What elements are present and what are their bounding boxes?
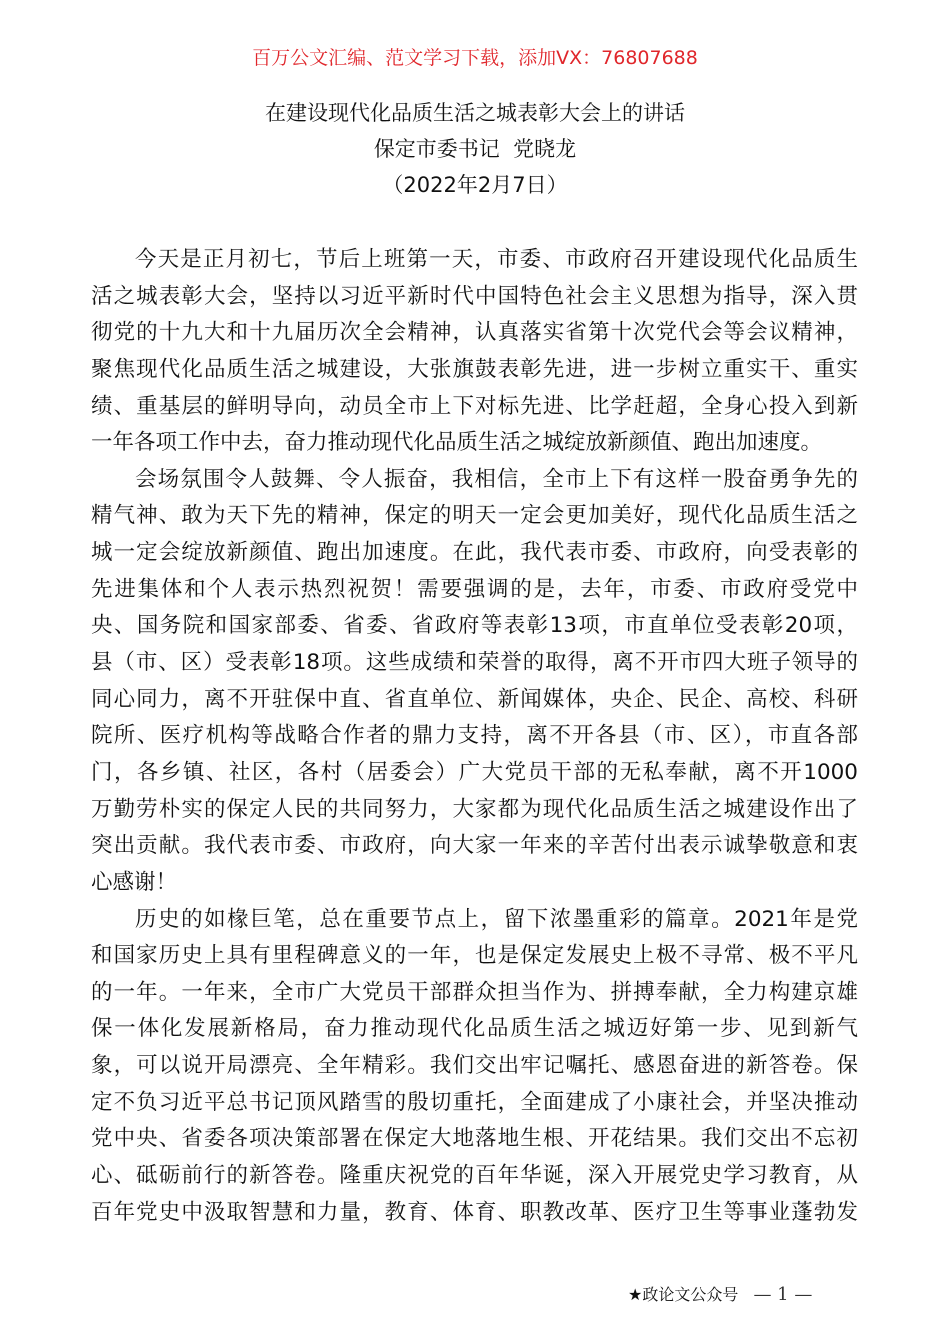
paragraph-line: 先进集体和个人表示热烈祝贺！需要强调的是，去年，市委、市政府受党中 <box>91 576 858 602</box>
paragraph-line: 保一体化发展新格局，奋力推动现代化品质生活之城迈好第一步、见到新气 <box>91 1016 858 1042</box>
paragraph-line: 象，可以说开局漂亮、全年精彩。我们交出牢记嘱托、感恩奋进的新答卷。保 <box>91 1053 858 1079</box>
paragraph-line: 心、砥砺前行的新答卷。隆重庆祝党的百年华诞，深入开展党史学习教育，从 <box>91 1163 858 1189</box>
paragraph-line: 万勤劳朴实的保定人民的共同努力，大家都为现代化品质生活之城建设作出了 <box>91 796 858 822</box>
paragraph <box>91 462 858 902</box>
download-banner: 百万公文汇编、范文学习下载，添加VX：76807688 <box>252 47 698 69</box>
document-body <box>91 242 858 1231</box>
paragraph-line: 央、国务院和国家部委、省委、省政府等表彰13项，市直单位受表彰20项， <box>91 613 858 639</box>
paragraph <box>91 242 858 462</box>
footer-source: ★政论文公众号 <box>628 1285 739 1304</box>
paragraph-line: 门，各乡镇、社区，各村（居委会）广大党员干部的无私奉献，离不开1000 <box>91 759 858 785</box>
paragraph-line: 和国家历史上具有里程碑意义的一年，也是保定发展史上极不寻常、极不平凡 <box>91 943 858 969</box>
paragraph-line: 心感谢！ <box>91 869 178 895</box>
paragraph-line: 的一年。一年来，全市广大党员干部群众担当作为、拼搏奉献，全力构建京雄 <box>91 979 858 1005</box>
paragraph <box>91 902 858 1232</box>
paragraph-line: 绩、重基层的鲜明导向，动员全市上下对标先进、比学赶超，全身心投入到新 <box>91 393 858 419</box>
page-footer <box>628 1283 812 1307</box>
paragraph-line: 今天是正月初七，节后上班第一天，市委、市政府召开建设现代化品质生 <box>135 247 858 272</box>
paragraph-line: 县（市、区）受表彰18项。这些成绩和荣誉的取得，离不开市四大班子领导的 <box>91 650 858 676</box>
paragraph-line: 彻党的十九大和十九届历次全会精神，认真落实省第十次党代会等会议精神， <box>91 320 858 346</box>
paragraph-line: 同心同力，离不开驻保中直、省直单位、新闻媒体，央企、民企、高校、科研 <box>91 686 858 712</box>
paragraph-line: 活之城表彰大会，坚持以习近平新时代中国特色社会主义思想为指导，深入贯 <box>91 283 858 309</box>
paragraph-line: 历史的如椽巨笔，总在重要节点上，留下浓墨重彩的篇章。2021年是党 <box>135 906 858 932</box>
document-date: （2022年2月7日） <box>382 173 568 197</box>
paragraph-line: 一年各项工作中去，奋力推动现代化品质生活之城绽放新颜值、跑出加速度。 <box>91 430 823 456</box>
paragraph-line: 突出贡献。我代表市委、市政府，向大家一年来的辛苦付出表示诚挚敬意和衷 <box>91 833 858 859</box>
document-title: 在建设现代化品质生活之城表彰大会上的讲话 <box>265 101 685 125</box>
paragraph-line: 会场氛围令人鼓舞、令人振奋，我相信，全市上下有这样一股奋勇争先的 <box>135 466 858 492</box>
paragraph-line: 精气神、敢为天下先的精神，保定的明天一定会更加美好，现代化品质生活之 <box>91 503 858 529</box>
paragraph-line: 定不负习近平总书记顶风踏雪的殷切重托，全面建成了小康社会，并坚决推动 <box>91 1089 858 1115</box>
paragraph-line: 百年党史中汲取智慧和力量，教育、体育、职教改革、医疗卫生等事业蓬勃发 <box>91 1199 858 1225</box>
document-author: 保定市委书记 党晓龙 <box>373 137 577 161</box>
paragraph-line: 聚焦现代化品质生活之城建设，大张旗鼓表彰先进，进一步树立重实干、重实 <box>91 356 858 382</box>
paragraph-line: 院所、医疗机构等战略合作者的鼎力支持，离不开各县（市、区），市直各部 <box>91 723 858 749</box>
page-number: — 1 — <box>753 1284 813 1305</box>
paragraph-line: 党中央、省委各项决策部署在保定大地落地生根、开花结果。我们交出不忘初 <box>91 1126 858 1152</box>
paragraph-line: 城一定会绽放新颜值、跑出加速度。在此，我代表市委、市政府，向受表彰的 <box>91 540 858 566</box>
